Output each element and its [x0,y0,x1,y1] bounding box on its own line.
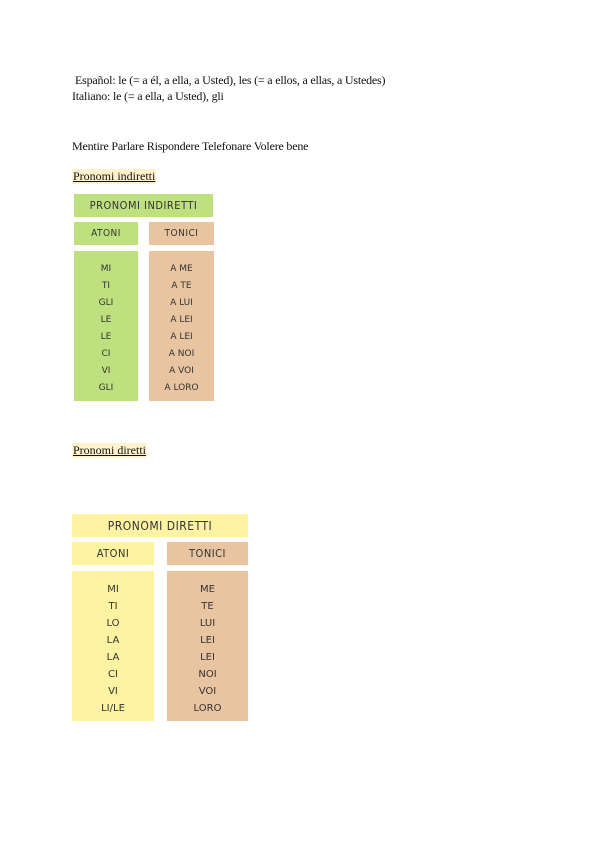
list-item: VI [101,366,111,376]
heading-pronomi-indiretti: Pronomi indiretti [73,169,156,183]
atoni-column [72,571,154,721]
atoni-header: ATONI [72,542,154,565]
list-item: MI [100,264,112,274]
list-item: LE [100,332,112,342]
list-item: TI [101,281,111,291]
list-item: TI [108,601,118,612]
heading-pronomi-diretti: Pronomi diretti [73,443,146,457]
list-item: LE [100,315,112,325]
table-title: PRONOMI DIRETTI [72,514,248,537]
list-item: LO [106,618,120,629]
tonici-header: TONICI [167,542,248,565]
list-item: LA [106,635,120,646]
table-title: PRONOMI INDIRETTI [74,194,213,217]
spanish-note: Español: le (= a él, a ella, a Usted), les (= a ellos, a ellas, a Ustedes) [75,73,386,87]
list-item: A ME [170,264,193,274]
tonici-column [167,571,248,721]
list-item: ME [200,584,215,595]
list-item: GLI [98,383,114,393]
tonici-column [149,251,214,401]
list-item: A LORO [164,383,199,393]
list-item: A TE [171,281,192,291]
list-item: LA [106,652,120,663]
list-item: VOI [198,686,217,697]
list-item: CI [108,669,118,680]
list-item: LUI [199,618,216,629]
verbs-line: Mentire Parlare Rispondere Telefonare Volere bene [72,139,309,153]
list-item: LI/LE [101,703,125,714]
list-item: A VOI [169,366,194,376]
list-item: GLI [98,298,114,308]
list-item: CI [101,349,111,359]
list-item: NOI [198,669,217,680]
list-item: MI [107,584,119,595]
list-item: A LEI [170,332,193,342]
italian-note: Italiano: le (= a ella, a Usted), gli [72,89,224,103]
list-item: LEI [200,652,215,663]
list-item: LEI [200,635,215,646]
atoni-header: ATONI [74,222,138,245]
list-item: TE [201,601,214,612]
list-item: A LUI [170,298,193,308]
list-item: LORO [193,703,222,714]
atoni-column [74,251,138,401]
list-item: A LEI [170,315,193,325]
list-item: VI [108,686,118,697]
list-item: A NOI [168,349,195,359]
tonici-header: TONICI [149,222,214,245]
